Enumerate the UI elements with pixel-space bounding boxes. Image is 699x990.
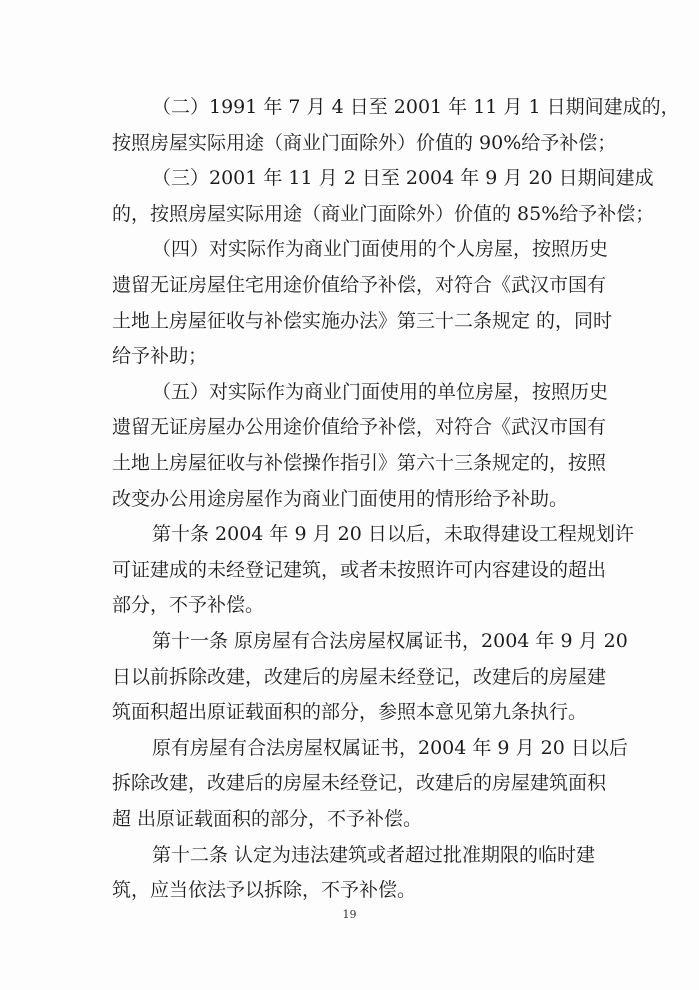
text-line: 筑，应当依法予以拆除，不予补偿。	[112, 879, 417, 901]
text-line: 的，按照房屋实际用途（商业门面除外）价值的 85%给予补偿；	[112, 203, 655, 225]
text-line: 改变办公用途房屋作为商业门面使用的情形给予补助。	[112, 488, 569, 510]
page-number: 19	[342, 908, 357, 921]
text-line: 给予补助；	[112, 345, 208, 367]
text-line: 部分，不予补偿。	[112, 594, 265, 616]
text-line: （二）1991 年 7 月 4 日至 2001 年 11 月 1 日期间建成的，	[152, 96, 680, 118]
text-line: 日以前拆除改建，改建后的房屋未经登记，改建后的房屋建	[112, 666, 607, 688]
text-line: 第十一条 原房屋有合法房屋权属证书，2004 年 9 月 20	[152, 630, 628, 652]
text-line: 遗留无证房屋办公用途价值给予补偿，对符合《武汉市国有	[112, 416, 607, 438]
text-line: 超 出原证载面积的部分，不予补偿。	[112, 808, 423, 830]
text-line: 土地上房屋征收与补偿实施办法》第三十二条规定 的，同时	[112, 310, 613, 332]
text-line: （五）对实际作为商业门面使用的单位房屋，按照历史	[152, 381, 609, 403]
text-line: （四）对实际作为商业门面使用的个人房屋，按照历史	[152, 238, 609, 260]
text-line: 可证建成的未经登记建筑，或者未按照许可内容建设的超出	[112, 559, 607, 581]
text-line: 第十条 2004 年 9 月 20 日以后，未取得建设工程规划许	[152, 523, 634, 545]
text-line: （三）2001 年 11 月 2 日至 2004 年 9 月 20 日期间建成	[152, 167, 654, 189]
text-line: 土地上房屋征收与补偿操作指引》第六十三条规定的，按照	[112, 452, 607, 474]
text-line: 遗留无证房屋住宅用途价值给予补偿，对符合《武汉市国有	[112, 274, 607, 296]
text-line: 按照房屋实际用途（商业门面除外）价值的 90%给予补偿；	[112, 132, 617, 154]
text-line: 筑面积超出原证载面积的部分，参照本意见第九条执行。	[112, 701, 588, 723]
text-line: 原有房屋有合法房屋权属证书，2004 年 9 月 20 日以后	[152, 737, 628, 759]
text-line: 第十二条 认定为违法建筑或者超过批准期限的临时建	[152, 844, 596, 866]
text-line: 拆除改建，改建后的房屋未经登记，改建后的房屋建筑面积	[112, 772, 607, 794]
